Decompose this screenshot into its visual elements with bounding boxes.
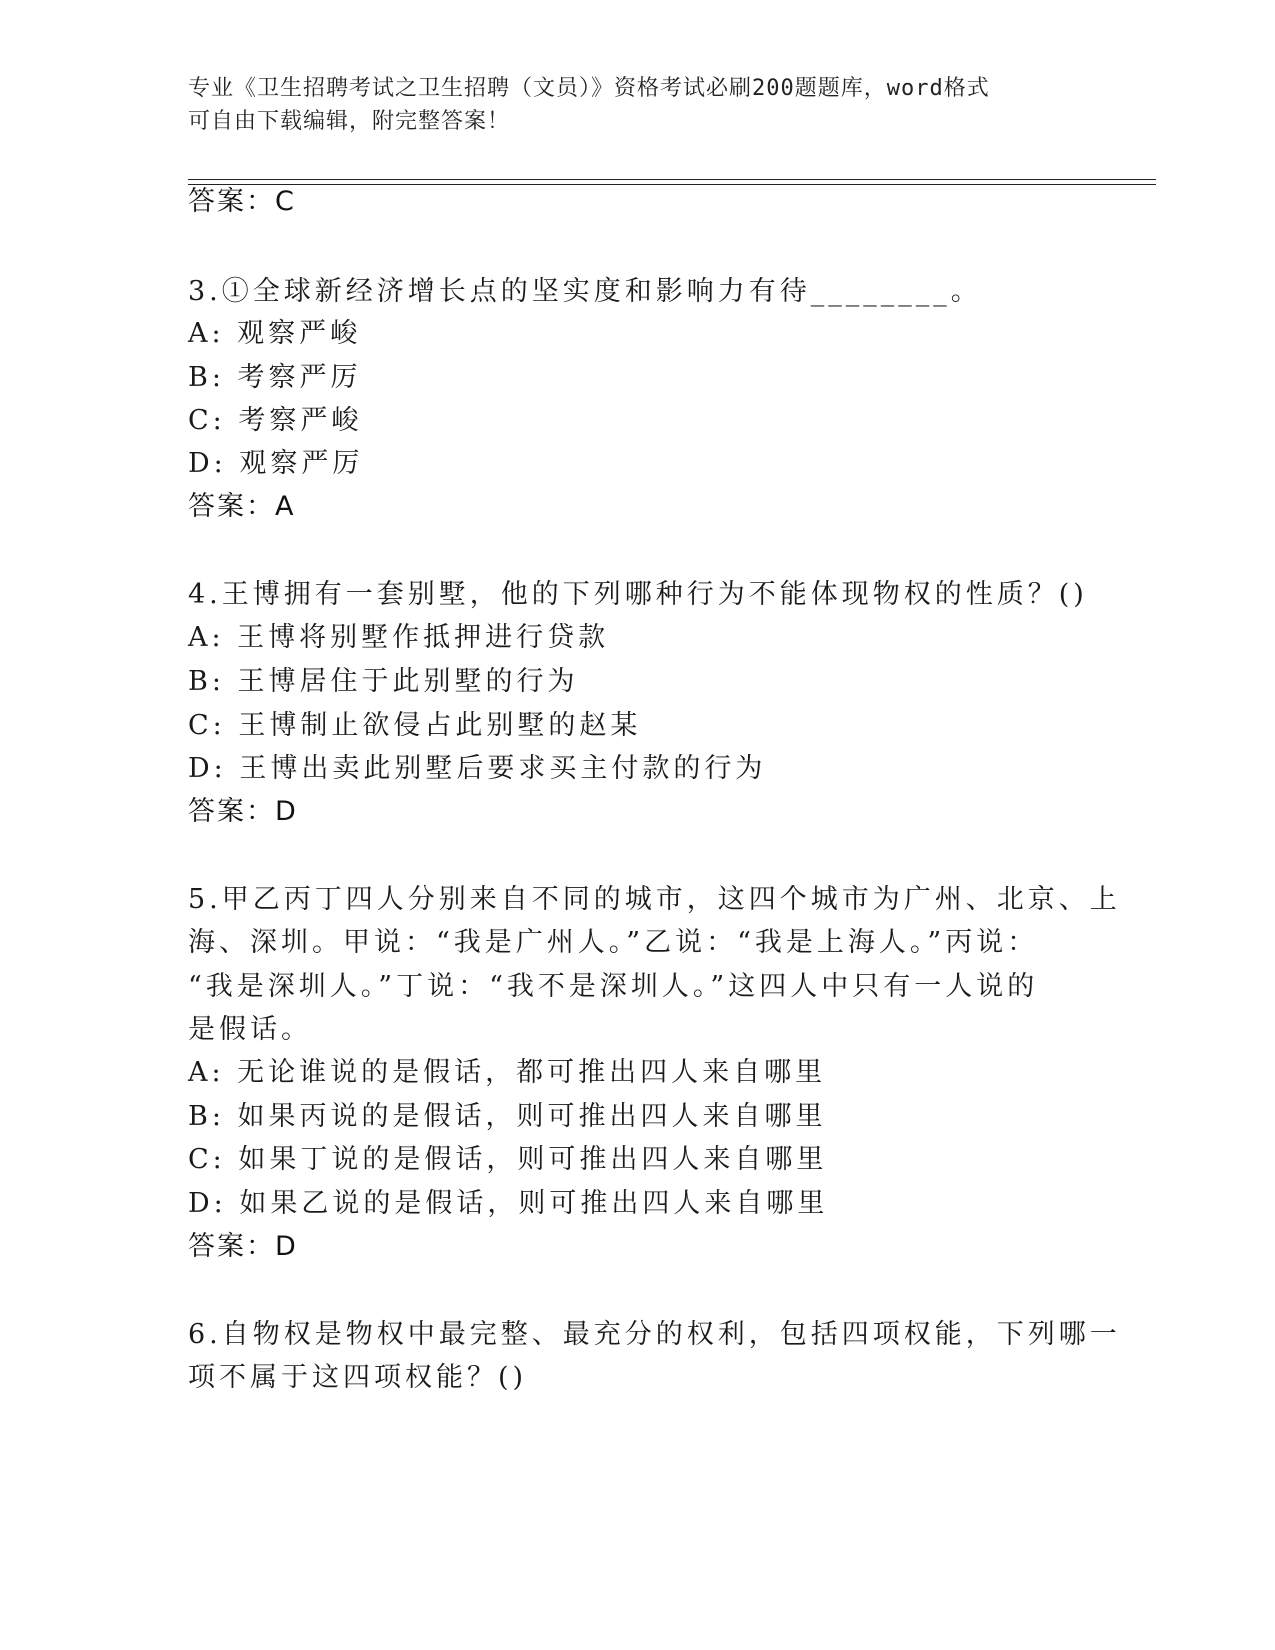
page-header xyxy=(188,72,1068,138)
question-6-stem-line-2: 项不属于这四项权能？() xyxy=(188,1362,528,1393)
question-4-stem: 4.王博拥有一套别墅，他的下列哪种行为不能体现物权的性质？() xyxy=(188,579,1088,610)
question-3-option-c: C: 考察严峻 xyxy=(188,405,363,436)
question-4-option-c: C: 王博制止欲侵占此别墅的赵某 xyxy=(188,710,642,741)
question-3-option-b: B: 考察严厉 xyxy=(188,362,362,393)
header-title-line-1: 专业《卫生招聘考试之卫生招聘（文员）》资格考试必刷200题题库，word格式 xyxy=(188,76,990,101)
answer-previous: 答案：C xyxy=(188,186,296,217)
question-5-answer: 答案：D xyxy=(188,1231,298,1262)
question-3-option-d: D: 观察严厉 xyxy=(188,448,364,479)
header-title-line-2: 可自由下载编辑，附完整答案！ xyxy=(188,109,511,134)
header-divider-top xyxy=(188,179,1156,180)
question-5-option-d: D: 如果乙说的是假话，则可推出四人来自哪里 xyxy=(188,1188,829,1219)
question-3-stem: 3.①全球新经济增长点的坚实度和影响力有待________。 xyxy=(188,276,982,307)
question-4-answer: 答案：D xyxy=(188,796,298,827)
question-4-option-d: D: 王博出卖此别墅后要求买主付款的行为 xyxy=(188,753,767,784)
question-4-option-a: A: 王博将别墅作抵押进行贷款 xyxy=(188,622,610,653)
question-6-stem-line-1: 6.自物权是物权中最完整、最充分的权利，包括四项权能，下列哪一 xyxy=(188,1319,1121,1350)
question-5-option-a: A: 无论谁说的是假话，都可推出四人来自哪里 xyxy=(188,1057,827,1088)
question-5-option-b: B: 如果丙说的是假话，则可推出四人来自哪里 xyxy=(188,1101,827,1132)
question-5-stem-line-4: 是假话。 xyxy=(188,1014,312,1045)
question-5-stem-line-1: 5.甲乙丙丁四人分别来自不同的城市，这四个城市为广州、北京、上 xyxy=(188,884,1121,915)
question-3-answer: 答案：A xyxy=(188,491,296,522)
header-divider-bottom xyxy=(188,184,1156,185)
question-3-option-a: A: 观察严峻 xyxy=(188,318,362,349)
question-4-option-b: B: 王博居住于此别墅的行为 xyxy=(188,666,579,697)
question-5-stem-line-2: 海、深圳。甲说：“我是广州人。”乙说：“我是上海人。”丙说： xyxy=(188,927,1039,958)
question-5-option-c: C: 如果丁说的是假话，则可推出四人来自哪里 xyxy=(188,1144,828,1175)
question-5-stem-line-3: “我是深圳人。”丁说：“我不是深圳人。”这四人中只有一人说的 xyxy=(188,971,1039,1002)
